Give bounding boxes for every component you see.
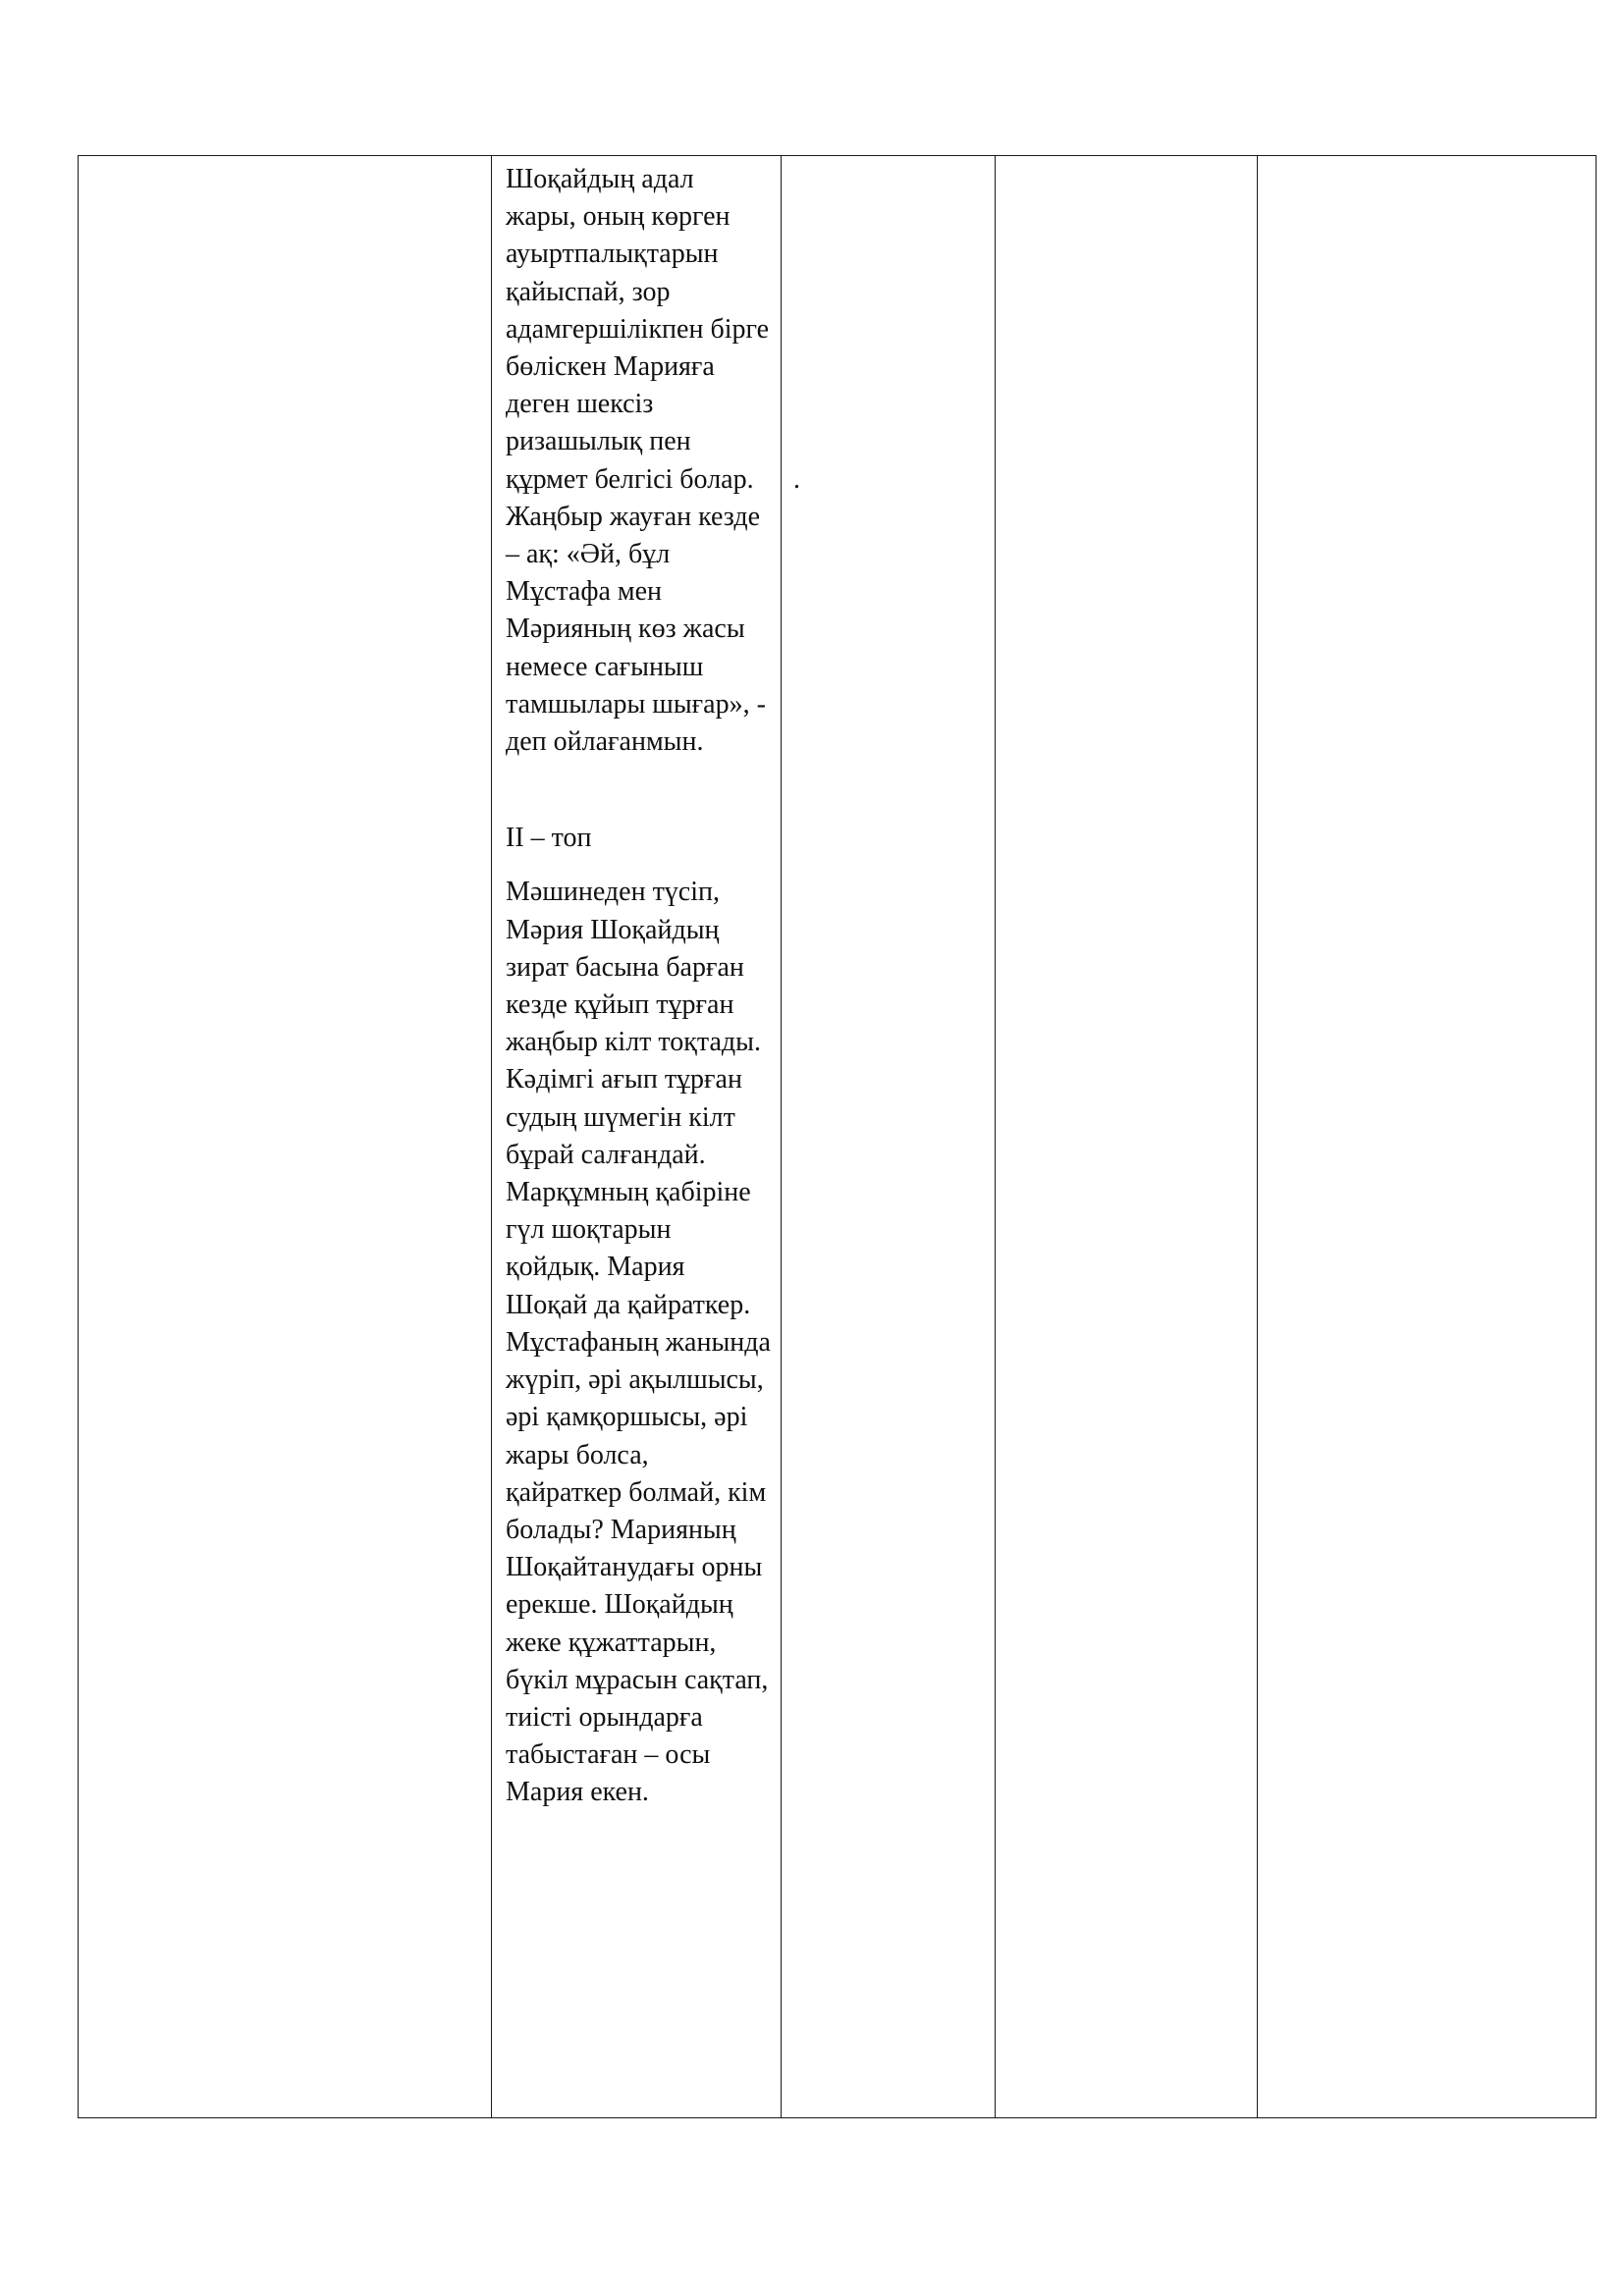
group-2-label: II – топ: [506, 823, 592, 854]
column-2-content: [492, 156, 781, 1812]
table-cell-column-5: [1258, 156, 1597, 2118]
table-row: [79, 156, 1597, 2118]
paragraph-spacer: [506, 761, 771, 820]
column-3-dot: .: [793, 464, 800, 495]
lesson-plan-table: [78, 155, 1597, 2118]
table-cell-column-2: [492, 156, 782, 2118]
group-1-paragraph: Шоқайдың адал жары, оның көрген ауыртпалықтарын қайыспай, зор адамгершілікпен бірге бөліскен Марияға деген шексіз ризашылық пен құрмет белгісі болар. Жаңбыр жауған кезде – ақ: «Әй, бұл Мұстафа мен Мәрияның көз жасы немесе сағыныш тамшылары шығар», - деп ойлағанмын.: [506, 164, 770, 758]
table-cell-column-3: [782, 156, 996, 2118]
label-spacer: [506, 857, 771, 874]
group-2-paragraph: Мәшинеден түсіп, Мәрия Шоқайдың зират басына барған кезде құйып тұрған жаңбыр кілт тоқтады. Кәдімгі ағып тұрған судың шүмегін кілт бұрай салғандай. Марқұмның қабіріне гүл шоқтарын қойдық. Мария Шоқай да қайраткер. Мұстафаның жанында жүріп, әрі ақылшысы, әрі қамқоршысы, әрі жары болса, қайраткер болмай, кім болады? Марияның Шоқайтанудағы орны ерекше. Шоқайдың жеке құжаттарын, бүкіл мұрасын сақтап, тиісті орындарға табыстаған – осы Мария екен.: [506, 877, 771, 1808]
table-cell-column-1: [79, 156, 492, 2118]
table-cell-column-4: [996, 156, 1258, 2118]
